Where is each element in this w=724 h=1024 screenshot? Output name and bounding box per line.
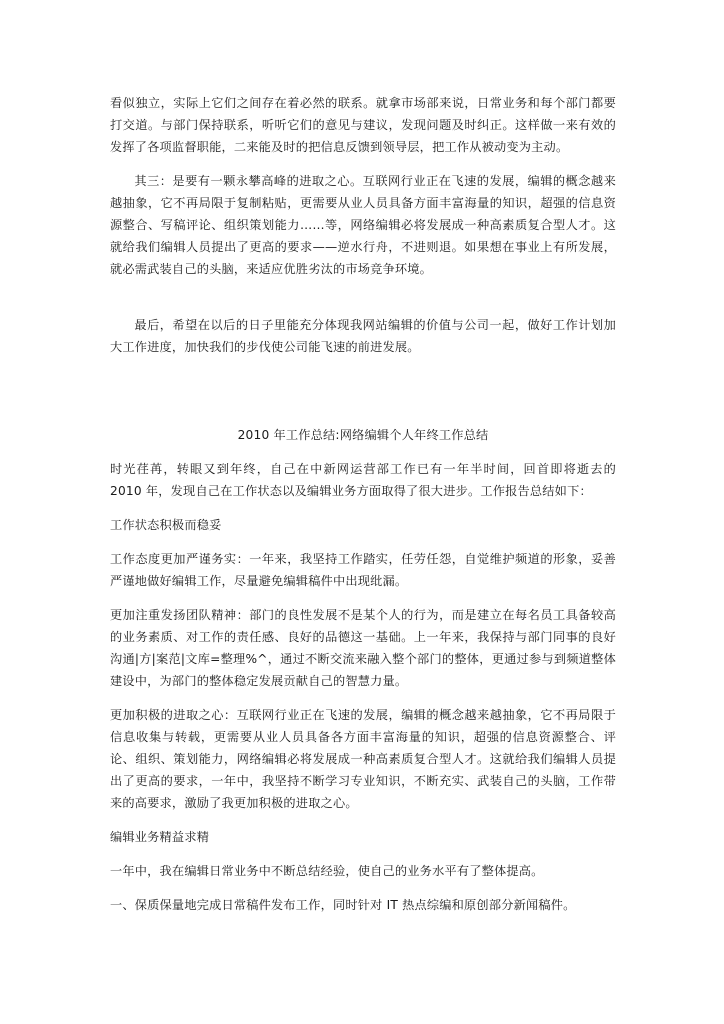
paragraph-conclusion: 最后，希望在以后的日子里能充分体现我网站编辑的价值与公司一起，做好工作计划加大工作进度，加快我们的步伐使公司能飞速的前进发展。 [110,318,616,354]
document-page [110,92,616,916]
paragraph-team-spirit: 更加注重发扬团队精神：部门的良性发展不是某个人的行为，而是建立在每名员工具备较高的业务素质、对工作的责任感、良好的品德这一基础。上一年来，我保持与部门同事的良好沟通|方|案范|文库=整理%^，通过不断交流来融入整个部门的整体，更通过参与到频道整体建设中，为部门的整体稳定发展贡献自己的智慧力量。 [110,608,616,688]
list-item-first: 一、保质保量地完成日常稿件发布工作，同时针对 IT 热点综编和原创部分新闻稿件。 [110,898,576,912]
paragraph-monitoring: 看似独立，实际上它们之间存在着必然的联系。就拿市场部来说，日常业务和每个部门都要打交道。与部门保持联系，听听它们的意见与建议，发现问题及时纠正。这样做一来有效的发挥了各项监督职能，二来能及时的把信息反馈到领导层，把工作从被动变为主动。 [110,96,616,154]
section-heading-work-state: 工作状态积极而稳妥 [110,518,222,532]
document-title: 2010 年工作总结:网络编辑个人年终工作总结 [237,428,489,442]
paragraph-intro: 时光荏苒，转眼又到年终，自己在中新网运营部工作已有一年半时间，回首即将逝去的 2010 年，发现自己在工作状态以及编辑业务方面取得了很大进步。工作报告总结如下： [110,462,616,498]
paragraph-enterprising-spirit: 更加积极的进取之心：互联网行业正在飞速的发展，编辑的概念越来越抽象，它不再局限于信息收集与转载，更需要从业人员具备各方面丰富海量的知识，超强的信息资源整合、评论、组织、策划能力，网络编辑必将发展成一种高素质复合型人才。这就给我们编辑人员提出了更高的要求，一年中，我坚持不断学习专业知识，不断充实、武装自己的头脑，工作带来的高要求，激励了我更加积极的进取之心。 [110,708,616,810]
section-heading-editing-business: 编辑业务精益求精 [110,830,210,844]
paragraph-work-attitude: 工作态度更加严谨务实：一年来，我坚持工作踏实，任劳任怨，自觉维护频道的形象，妥善严谨地做好编辑工作，尽量避免编辑稿件中出现纰漏。 [110,552,616,588]
paragraph-third-point: 其三：是要有一颗永攀高峰的进取之心。互联网行业正在飞速的发展，编辑的概念越来越抽象，它不再局限于复制粘贴，更需要从业人员具备方面丰富海量的知识，超强的信息资源整合、写稿评论、组织策划能力……等，网络编辑必将发展成一种高素质复合型人才。这就给我们编辑人员提出了更高的要求——逆水行舟，不进则退。如果想在事业上有所发展，就必需武装自己的头脑，来适应优胜劣汰的市场竞争环境。 [110,174,616,276]
paragraph-experience: 一年中，我在编辑日常业务中不断总结经验，使自己的业务水平有了整体提高。 [110,864,544,878]
